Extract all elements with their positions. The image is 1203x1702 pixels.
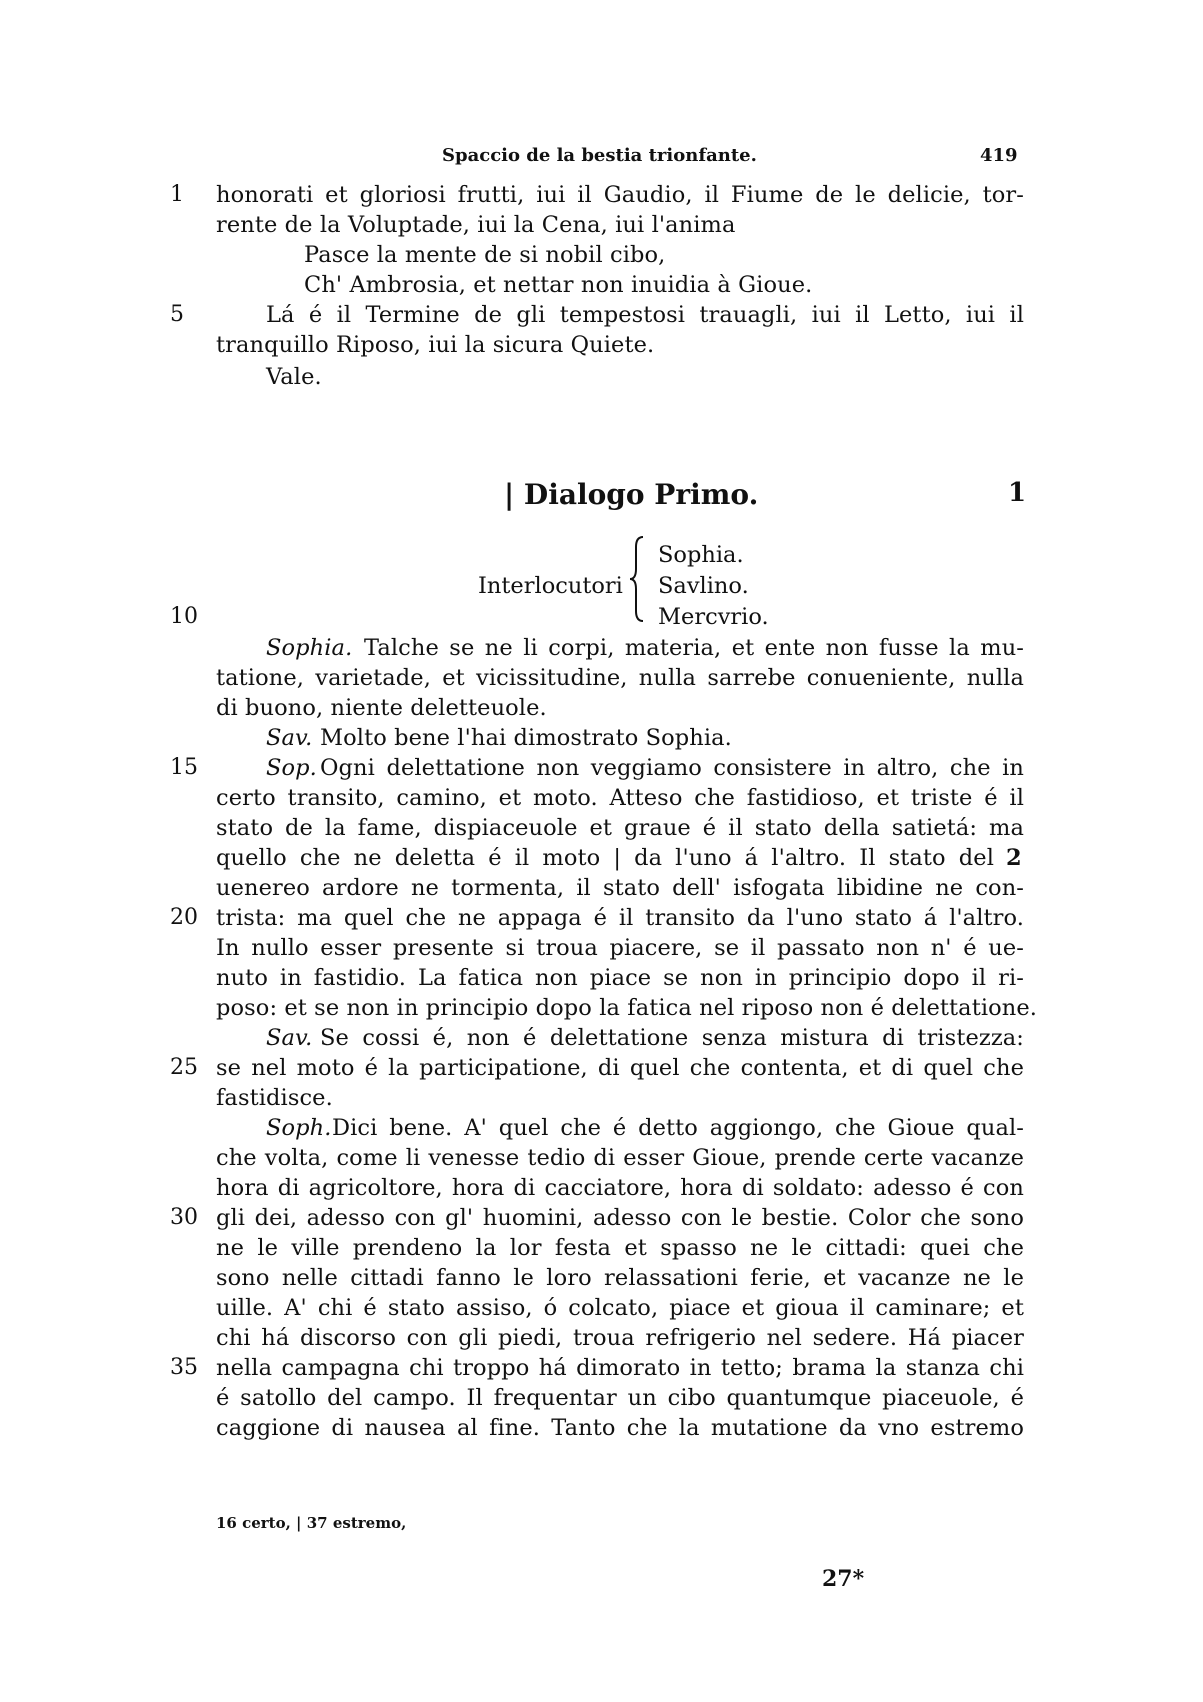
text-line: nella campagna chi troppo há dimorato in tetto; brama la stanza chi bbox=[216, 1355, 1024, 1381]
speaker-name: Sophia. bbox=[658, 542, 744, 568]
page-number: 419 bbox=[980, 145, 1018, 166]
text-line: poso: et se non in principio dopo la fatica nel riposo non é delettatione. bbox=[216, 995, 1038, 1021]
section-heading: | Dialogo Primo. bbox=[504, 478, 759, 511]
text-line: gli dei, adesso con gl' huomini, adesso con le bestie. Color che sono bbox=[216, 1205, 1024, 1231]
text-line: rente de la Voluptade, iui la Cena, iui l'anima bbox=[216, 212, 736, 238]
text-line: quello che ne deletta é il moto | da l'uno á l'altro. Il stato del bbox=[216, 845, 994, 871]
text-line: ne le ville prendeno la lor festa et spasso ne le cittadi: quei che bbox=[216, 1235, 1024, 1261]
line-number: 20 bbox=[170, 905, 198, 930]
text-line: é satollo del campo. Il frequentar un cibo quantumque piaceuole, é bbox=[216, 1385, 1024, 1411]
line-number: 35 bbox=[170, 1355, 198, 1380]
closing-line: Vale. bbox=[266, 364, 322, 390]
speaker-tag bbox=[266, 753, 317, 783]
section-marker: 1 bbox=[1008, 478, 1027, 508]
running-header: Spaccio de la bestia trionfante. bbox=[442, 145, 757, 166]
text-line: Se cossi é, non é delettatione senza mistura di tristezza: bbox=[320, 1025, 1024, 1051]
text-line: trista: ma quel che ne appaga é il transito da l'uno stato á l'altro. bbox=[216, 905, 1024, 931]
line-number: 25 bbox=[170, 1055, 198, 1080]
text-line: In nullo esser presente si troua piacere, se il passato non n' é ue- bbox=[216, 935, 1024, 961]
text-line: uille. A' chi é stato assiso, ó colcato, piace et gioua il caminare; et bbox=[216, 1295, 1024, 1321]
text-line: sono nelle cittadi fanno le loro relassationi ferie, et vacanze ne le bbox=[216, 1265, 1024, 1291]
speaker-abbrev: Sophia. bbox=[266, 635, 353, 661]
footnote: 16 certo, | 37 estremo, bbox=[216, 1514, 407, 1532]
text-line: tranquillo Riposo, iui la sicura Quiete. bbox=[216, 332, 655, 358]
speaker-name: Savlino. bbox=[658, 573, 749, 599]
speaker-abbrev: Sop. bbox=[266, 755, 317, 781]
text-line: se nel moto é la participatione, di quel che contenta, et di quel che bbox=[216, 1055, 1024, 1081]
text-line: uenereo ardore ne tormenta, il stato dell' isfogata libidine ne con- bbox=[216, 875, 1024, 901]
text-line: tatione, varietade, et vicissitudine, nulla sarrebe conueniente, nulla bbox=[216, 665, 1024, 691]
signature-mark: 27* bbox=[822, 1566, 865, 1592]
speaker-abbrev: Sav. bbox=[266, 1025, 313, 1051]
text-line: honorati et gloriosi frutti, iui il Gaudio, il Fiume de le delicie, tor- bbox=[216, 182, 1024, 208]
speaker-tag bbox=[266, 633, 352, 663]
text-line: Ogni delettatione non veggiamo consistere in altro, che in bbox=[320, 755, 1024, 781]
speaker-tag bbox=[266, 723, 312, 753]
text-line: Lá é il Termine de gli tempestosi trauagli, iui il Letto, iui il bbox=[266, 302, 1024, 328]
line-number: 1 bbox=[170, 182, 184, 207]
text-line: caggione di nausea al fine. Tanto che la mutatione da vno estremo bbox=[216, 1415, 1024, 1441]
verse-line: Ch' Ambrosia, et nettar non inuidia à Gioue. bbox=[304, 272, 813, 298]
text-line: certo transito, camino, et moto. Atteso che fastidioso, et triste é il bbox=[216, 785, 1024, 811]
line-number: 10 bbox=[170, 604, 198, 629]
speaker-abbrev: Sav. bbox=[266, 725, 313, 751]
brace-icon bbox=[628, 535, 646, 623]
text-line: Dici bene. A' quel che é detto aggiongo, che Gioue qual- bbox=[332, 1115, 1024, 1141]
interlocutori-label: Interlocutori bbox=[478, 573, 623, 599]
speaker-abbrev: Soph. bbox=[266, 1115, 332, 1141]
verse-line: Pasce la mente de si nobil cibo, bbox=[304, 242, 666, 268]
margin-marker: 2 bbox=[1006, 845, 1022, 871]
text-line: fastidisce. bbox=[216, 1085, 333, 1111]
text-line: chi há discorso con gli piedi, troua refrigerio nel sedere. Há piacer bbox=[216, 1325, 1024, 1351]
text-line: che volta, come li venesse tedio di esser Gioue, prende certe vacanze bbox=[216, 1145, 1024, 1171]
text-line: Talche se ne li corpi, materia, et ente non fusse la mu- bbox=[364, 635, 1024, 661]
speaker-name: Mercvrio. bbox=[658, 604, 769, 630]
speaker-tag bbox=[266, 1023, 312, 1053]
line-number: 5 bbox=[170, 302, 184, 327]
text-line: hora di agricoltore, hora di cacciatore, hora di soldato: adesso é con bbox=[216, 1175, 1024, 1201]
speaker-tag bbox=[266, 1113, 332, 1143]
line-number: 15 bbox=[170, 755, 198, 780]
text-line: Molto bene l'hai dimostrato Sophia. bbox=[320, 725, 732, 751]
text-line: stato de la fame, dispiaceuole et graue é il stato della satietá: ma bbox=[216, 815, 1024, 841]
text-line: nuto in fastidio. La fatica non piace se non in principio dopo il ri- bbox=[216, 965, 1024, 991]
line-number: 30 bbox=[170, 1205, 198, 1230]
text-line: di buono, niente deletteuole. bbox=[216, 695, 547, 721]
